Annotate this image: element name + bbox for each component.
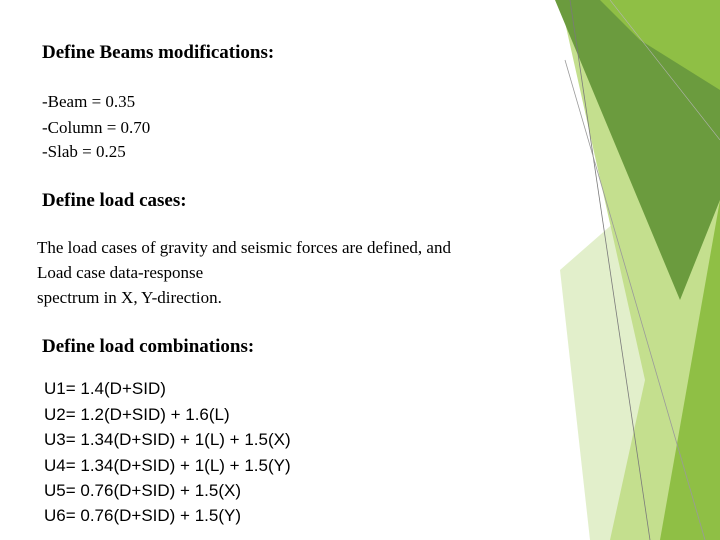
- beam-modifier: -Beam = 0.35: [42, 92, 136, 111]
- load-combinations-heading: Define load combinations:: [42, 336, 255, 357]
- load-cases-line: Load case data-response: [37, 263, 204, 282]
- load-cases-heading: Define load cases:: [42, 190, 187, 211]
- beams-heading: Define Beams modifications:: [42, 42, 275, 63]
- combination-u1: U1= 1.4(D+SID): [44, 379, 166, 398]
- combination-u3: U3= 1.34(D+SID) + 1(L) + 1.5(X): [44, 430, 291, 449]
- load-cases-line: spectrum in X, Y-direction.: [37, 288, 222, 307]
- combination-u5: U5= 0.76(D+SID) + 1.5(X): [44, 481, 242, 500]
- load-cases-line: The load cases of gravity and seismic forces are defined, and: [37, 238, 451, 257]
- combination-u2: U2= 1.2(D+SID) + 1.6(L): [44, 405, 230, 424]
- slab-modifier: -Slab = 0.25: [42, 142, 126, 161]
- combination-u6: U6= 0.76(D+SID) + 1.5(Y): [44, 506, 242, 525]
- column-modifier: -Column = 0.70: [42, 118, 151, 137]
- combination-u4: U4= 1.34(D+SID) + 1(L) + 1.5(Y): [44, 456, 291, 475]
